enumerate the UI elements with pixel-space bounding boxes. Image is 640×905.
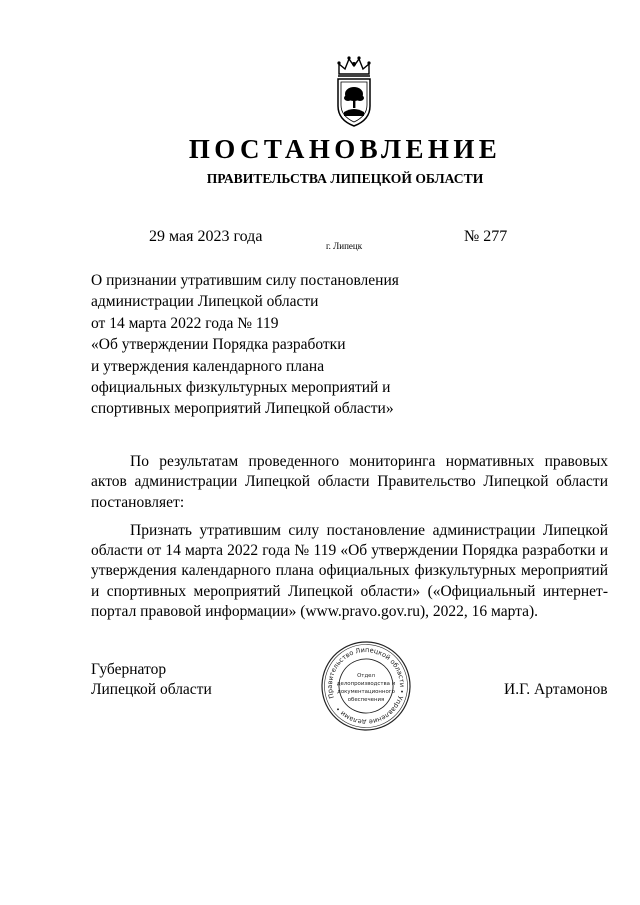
signer-name: И.Г. Артамонов [504,681,608,698]
body-paragraph: По результатам проведенного мониторинга нормативных правовых актов администрации Липецкой области Правительство Липецкой области постановляет: [91,453,608,511]
signer-position [91,660,212,700]
body-paragraph: Признать утратившим силу постановление администрации Липецкой области от 14 марта 2022 года № 119 «Об утверждении Порядка разработки и утверждения календарного плана официальных физкультурных мероприятий и спортивных мероприятий Липецкой области» («Официальный интернет-портал правовой информации» (www.pravo.gov.ru), 2022, 16 марта). [91,521,608,621]
subject-line: администрации Липецкой области [91,293,319,311]
signer-position-line: Губернатор [91,661,167,678]
document-body [91,452,608,622]
subject-line: и утверждения календарного плана [91,357,325,375]
subject-line: от 14 марта 2022 года № 119 [91,314,279,332]
document-date: 29 мая 2023 года [149,228,263,245]
stamp-ring-text: Правительство Липецкой области • Управление делами • [325,645,407,727]
document-subject [91,270,421,420]
document-number: № 277 [464,228,508,245]
lipetsk-coat-of-arms-icon [330,54,378,134]
stamp-center-line: документационного [337,689,395,695]
subject-line: «Об утверждении Порядка разработки [91,336,346,354]
document-place: г. Липецк [326,241,363,251]
signer-position-line: Липецкой области [91,681,212,698]
subject-line: спортивных мероприятий Липецкой области» [91,400,394,418]
official-stamp [320,640,412,732]
subject-line: официальных физкультурных мероприятий и [91,379,391,397]
subject-line: О признании утратившим силу постановления [91,272,399,289]
document-title: ПОСТАНОВЛЕНИЕ [188,134,502,164]
stamp-center-line: обеспечения [347,697,385,703]
stamp-center-line: делопроизводства и [336,681,396,687]
issuing-authority: ПРАВИТЕЛЬСТВА ЛИПЕЦКОЙ ОБЛАСТИ [206,171,484,186]
stamp-center-line: Отдел [357,673,375,679]
